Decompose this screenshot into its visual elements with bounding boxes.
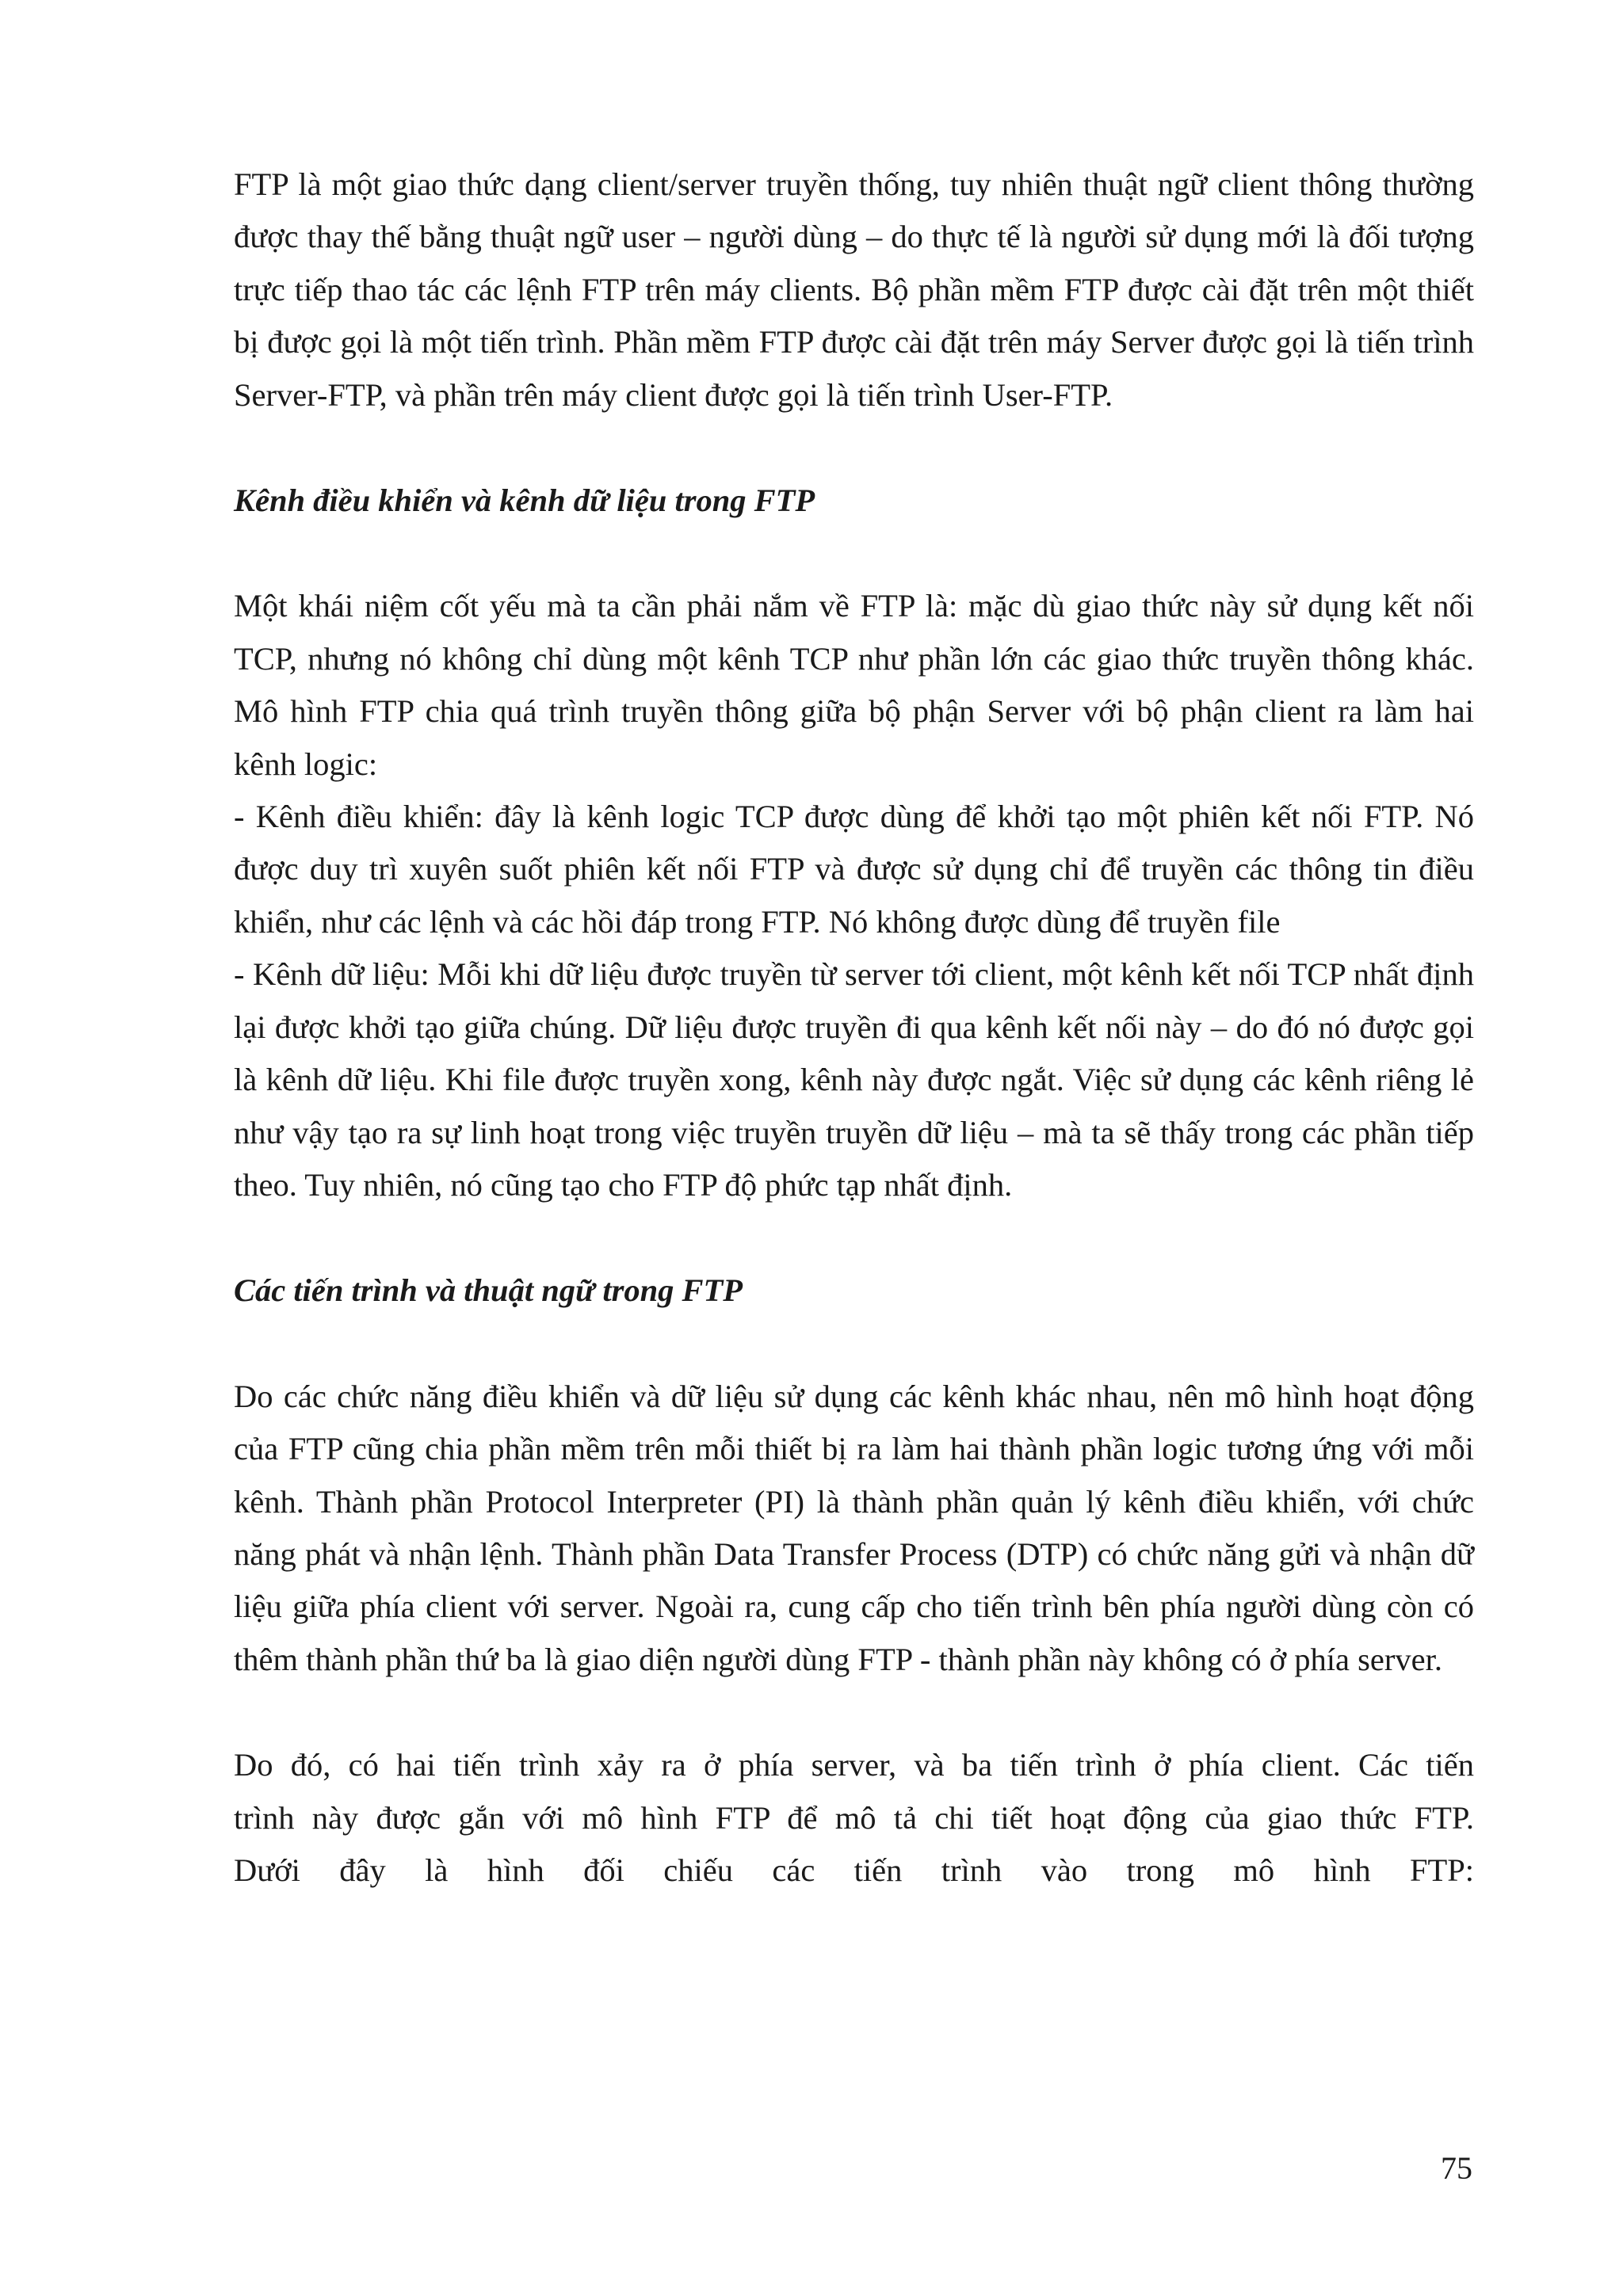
paragraph-ftp-intro: FTP là một giao thức dạng client/server truyền thống, tuy nhiên thuật ngữ client thông thường được thay thế bằng thuật ngữ user – người dùng – do thực tế là người sử dụng mới là đối tượng trực tiếp thao tác các lệnh FTP trên máy clients. Bộ phần mềm FTP được cài đặt trên một thiết bị được gọi là một tiến trình. Phần mềm FTP được cài đặt trên máy Server được gọi là tiến trình Server-FTP, và phần trên máy client được gọi là tiến trình User-FTP.: [234, 166, 1474, 413]
paragraph-channels-intro: Một khái niệm cốt yếu mà ta cần phải nắm về FTP là: mặc dù giao thức này sử dụng kết nối TCP, nhưng nó không chỉ dùng một kênh TCP như phần lớn các giao thức truyền thông khác. Mô hình FTP chia quá trình truyền thông giữa bộ phận Server với bộ phận client ra làm hai kênh logic:: [234, 588, 1474, 782]
bullet-data-channel: - Kênh dữ liệu: Mỗi khi dữ liệu được truyền từ server tới client, một kênh kết nối TCP nhất định lại được khởi tạo giữa chúng. Dữ liệu được truyền đi qua kênh kết nối này – do đó nó được gọi là kênh dữ liệu. Khi file được truyền xong, kênh này được ngắt. Việc sử dụng các kênh riêng lẻ như vậy tạo ra sự linh hoạt trong việc truyền truyền dữ liệu – mà ta sẽ thấy trong các phần tiếp theo. Tuy nhiên, nó cũng tạo cho FTP độ phức tạp nhất định.: [234, 956, 1474, 1203]
page-number: 75: [1441, 2150, 1472, 2186]
summary-line: trình này được gắn với mô hình FTP để mô tả chi tiết hoạt động của giao thức FTP.: [234, 1799, 1474, 1836]
spacer: [234, 1318, 1474, 1371]
paragraph-processes: Do các chức năng điều khiển và dữ liệu sử dụng các kênh khác nhau, nên mô hình hoạt động của FTP cũng chia phần mềm trên mỗi thiết bị ra làm hai thành phần logic tương ứng với mỗi kênh. Thành phần Protocol Interpreter (PI) là thành phần quản lý kênh điều khiển, với chức năng phát và nhận lệnh. Thành phần Data Transfer Process (DTP) có chức năng gửi và nhận dữ liệu giữa phía client với server. Ngoài ra, cung cấp cho tiến trình bên phía người dùng còn có thêm thành phần thứ ba là giao diện người dùng FTP - thành phần này không có ở phía server.: [234, 1378, 1474, 1677]
page-body: [234, 158, 1474, 1897]
summary-line: Do đó, có hai tiến trình xảy ra ở phía server, và ba tiến trình ở phía client. Các tiến: [234, 1747, 1474, 1783]
spacer: [234, 1211, 1474, 1264]
summary-line: Dưới đây là hình đối chiếu các tiến trình vào trong mô hình FTP:: [234, 1852, 1474, 1888]
bullet-control-channel: - Kênh điều khiển: đây là kênh logic TCP được dùng để khởi tạo một phiên kết nối FTP. Nó được duy trì xuyên suốt phiên kết nối FTP và được sử dụng chỉ để truyền các thông tin điều khiển, như các lệnh và các hồi đáp trong FTP. Nó không được dùng để truyền file: [234, 799, 1474, 940]
spacer: [234, 1686, 1474, 1739]
spacer: [234, 421, 1474, 475]
paragraph-processes-summary: [234, 1739, 1474, 1897]
section-heading-processes: Các tiến trình và thuật ngữ trong FTP: [234, 1272, 743, 1309]
section-heading-channels: Kênh điều khiển và kênh dữ liệu trong FTP: [234, 482, 815, 519]
spacer: [234, 527, 1474, 580]
